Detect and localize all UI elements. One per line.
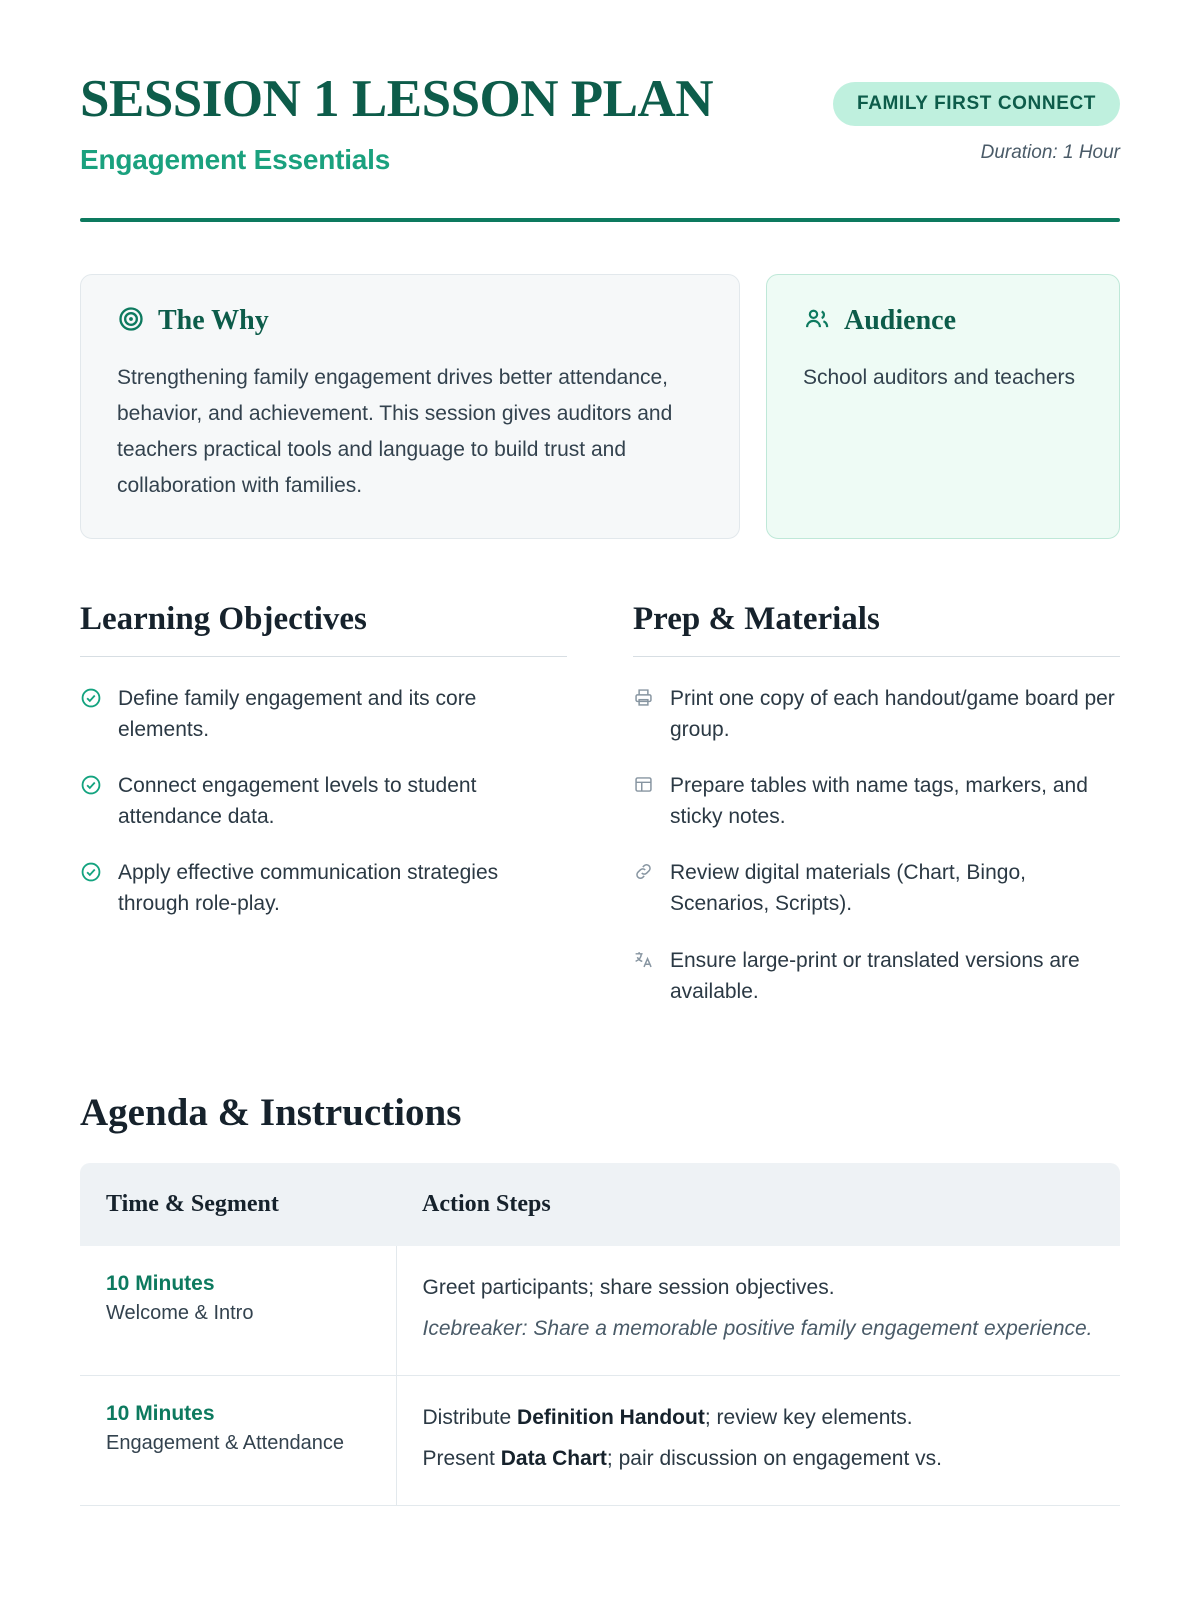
list-item <box>80 857 567 919</box>
list-item <box>633 683 1120 745</box>
title-block <box>80 72 713 176</box>
list-item <box>80 770 567 832</box>
check-circle-icon <box>80 861 102 888</box>
program-badge: FAMILY FIRST CONNECT <box>833 82 1120 126</box>
printer-icon <box>633 687 654 713</box>
summary-cards <box>80 274 1120 539</box>
why-card-body: Strengthening family engagement drives better attendance, behavior, and achievement. This session gives auditors and teachers practical tools and language to build trust and collaboration with families. <box>117 365 673 497</box>
check-circle-icon <box>80 687 102 714</box>
segment-label: Welcome & Intro <box>106 1301 254 1324</box>
action-line-italic: Icebreaker: Share a memorable positive family engagement experience. <box>422 1317 1093 1341</box>
list-item-label: Apply effective communication strategies through role-play. <box>118 861 499 916</box>
audience-card-body: School auditors and teachers <box>803 365 1076 389</box>
list-item-label: Review digital materials (Chart, Bingo, Scenarios, Scripts). <box>670 861 1026 916</box>
table-header-row <box>80 1163 1120 1246</box>
why-card-header <box>117 305 703 338</box>
objectives-and-prep <box>80 601 1120 1032</box>
list-item <box>633 945 1120 1007</box>
why-card-title: The Why <box>158 305 269 337</box>
list-item <box>633 857 1120 919</box>
prep-materials-section <box>633 601 1120 1032</box>
link-icon <box>633 861 654 887</box>
table-row <box>80 1246 1120 1376</box>
page-subtitle: Engagement Essentials <box>80 143 391 175</box>
list-item-label: Prepare tables with name tags, markers, and sticky notes. <box>670 774 1088 829</box>
list-item-label: Connect engagement levels to student attendance data. <box>118 774 477 829</box>
audience-card <box>766 274 1120 539</box>
time-segment-cell <box>80 1375 396 1505</box>
action-steps-cell <box>396 1375 1120 1505</box>
column-header-actions: Action Steps <box>396 1163 1120 1246</box>
segment-label: Engagement & Attendance <box>106 1431 344 1454</box>
action-line: Greet participants; share session objectives. <box>422 1275 835 1299</box>
section-divider <box>633 656 1120 657</box>
header-divider <box>80 218 1120 222</box>
table-row <box>80 1375 1120 1505</box>
translate-icon <box>633 949 654 975</box>
list-item <box>633 770 1120 832</box>
target-icon <box>117 305 145 338</box>
action-line: Present Data Chart; pair discussion on engagement vs. <box>422 1447 942 1471</box>
page-title: SESSION 1 LESSON PLAN <box>80 70 714 128</box>
action-steps-cell <box>396 1246 1120 1376</box>
time-segment-cell <box>80 1246 396 1376</box>
people-icon <box>803 305 831 338</box>
list-item-label: Define family engagement and its core elements. <box>118 687 477 742</box>
audience-card-title: Audience <box>844 305 956 337</box>
column-header-time: Time & Segment <box>80 1163 396 1246</box>
agenda-heading: Agenda & Instructions <box>80 1090 462 1134</box>
learning-objectives-section <box>80 601 567 1032</box>
list-item <box>80 683 567 745</box>
list-item-label: Print one copy of each handout/game board per group. <box>670 687 1115 742</box>
document-header <box>80 72 1120 176</box>
check-circle-icon <box>80 774 102 801</box>
time-label: 10 Minutes <box>106 1271 215 1295</box>
audience-card-header <box>803 305 1083 338</box>
prep-materials-heading: Prep & Materials <box>633 601 880 638</box>
action-line: Distribute Definition Handout; review key elements. <box>422 1405 913 1429</box>
why-card <box>80 274 740 539</box>
learning-objectives-heading: Learning Objectives <box>80 601 367 638</box>
table-icon <box>633 774 654 800</box>
list-item-label: Ensure large-print or translated versions are available. <box>670 948 1080 1003</box>
section-divider <box>80 656 567 657</box>
agenda-table <box>80 1163 1120 1506</box>
header-meta <box>833 72 1120 164</box>
time-label: 10 Minutes <box>106 1401 215 1425</box>
duration-label: Duration: 1 Hour <box>980 142 1120 163</box>
